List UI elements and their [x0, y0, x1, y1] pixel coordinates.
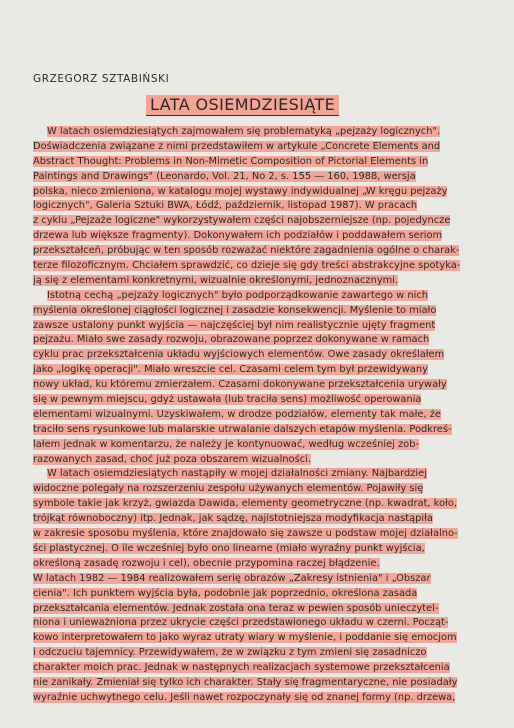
chapter-title: LATA OSIEMDZIESIĄTE [146, 95, 339, 116]
text-line [33, 646, 479, 661]
text-line [33, 214, 479, 229]
highlighted-text: kowo interpretowałem to jako wyraz utraty wiary w myślenie, i poddanie się emocjom [33, 632, 457, 644]
text-line [33, 527, 479, 542]
highlighted-text: ści plastycznej. O ile wcześniej było ono linearne (miało wyraźny punkt wyjścia, [33, 542, 425, 554]
highlighted-text: myślenia określonej ciągłości logicznej i zasadzie konsekwencji. Myślenie to miało [33, 304, 437, 316]
text-line [33, 482, 479, 497]
highlighted-text: nie zanikały. Zmieniał się tylko ich charakter. Stały się fragmentaryczne, nie posiadały [33, 676, 458, 688]
text-line [33, 393, 479, 408]
paragraph [33, 289, 479, 468]
text-line [33, 631, 479, 646]
highlighted-text: niona i unieważniona przez ukrycie części przedstawionego układu w czerni. Począt- [33, 617, 449, 629]
highlighted-text: terze filozoficznym. Chciałem sprawdzić, co dzieje się gdy treści abstrakcyjne spotyka- [33, 260, 461, 272]
text-line [33, 259, 479, 274]
highlighted-text: symbole takie jak krzyż, gwiazda Dawida, elementy geometryczne (np. kwadrat, koło, [33, 498, 457, 510]
highlighted-text: razowanych zasad, choć już poza obszarem wizualności. [33, 453, 311, 465]
highlighted-text: polska, nieco zmieniona, w katalogu mojej wystawy indywidualnej „W kręgu pejzaży [33, 185, 448, 197]
text-line [33, 467, 479, 482]
text-line [33, 438, 479, 453]
highlighted-text: elementami wizualnymi. Uzyskiwałem, w drodze podziałów, elementy tak małe, że [33, 408, 441, 420]
text-line [33, 408, 479, 423]
highlighted-text: W latach osiemdziesiątych nastąpiły w mojej działalności zmiany. Najbardziej [47, 468, 427, 480]
highlighted-text: pejzażu. Miało swe zasady rozwoju, obrazowane poprzez dokonywane w ramach [33, 334, 430, 346]
text-line [33, 199, 479, 214]
text-line [33, 363, 479, 378]
body-text [33, 125, 479, 706]
highlighted-text: trójkąt równoboczny) itp. Jednak, jak sądzę, najistotniejsza modyfikacja nastąpiła [33, 513, 433, 525]
highlighted-text: drzewa lub większe fragmenty). Dokonywałem ich podziałów i poddawałem seriom [33, 230, 443, 242]
text-line [33, 155, 479, 170]
author-name: GRZEGORZ SZTABIŃSKI [33, 73, 170, 85]
highlighted-text: logicznych", Galeria Sztuki BWA, Łódź, październik, listopad 1987). W pracach [33, 200, 418, 212]
text-line [33, 557, 479, 572]
text-line [33, 542, 479, 557]
paragraph [33, 125, 479, 289]
text-line [33, 587, 479, 602]
highlighted-text: nowy układ, ku któremu zmierzałem. Czasami dokonywane przekształcenia urywały [33, 379, 447, 391]
highlighted-text: z cyklu „Pejzaże logiczne" wykorzystywałem części najobszerniejsze (np. pojedyncze [33, 215, 451, 227]
highlighted-text: w zakresie sposobu myślenia, które znajdowało się zawsze u podstaw mojej działalno- [33, 528, 458, 540]
highlighted-text: cyklu prac przekształcenia układu wyjściowych elementów. Owe zasady określałem [33, 349, 445, 361]
highlighted-text: przekształcania elementów. Jednak została ona teraz w pewien sposób unieczytel- [33, 602, 439, 614]
highlighted-text: Abstract Thought: Problems in Non-Mimetic Composition of Pictorial Elements in [33, 155, 429, 167]
paragraph [33, 467, 479, 571]
text-line [33, 319, 479, 334]
highlighted-text: ją się z elementami konkretnymi, wizualnie określonymi, jednoznacznymi. [33, 274, 399, 286]
highlighted-text: widoczne polegały na rozszerzeniu zespołu używanych elementów. Pojawiły się [33, 483, 424, 495]
highlighted-text: zawsze ustalony punkt wyjścia — najczęściej był nim realistycznie ujęty fragment [33, 319, 436, 331]
text-line [33, 140, 479, 155]
text-line [33, 274, 479, 289]
text-line [33, 348, 479, 363]
text-line [33, 125, 479, 140]
text-line [33, 572, 479, 587]
text-line [33, 333, 479, 348]
highlighted-text: i odczuciu tajemnicy. Przewidywałem, że w związku z tym zmieni się zasadniczo [33, 647, 427, 659]
text-line [33, 676, 479, 691]
highlighted-text: W latach osiemdziesiątych zajmowałem się problematyką „pejzaży logicznych". [47, 126, 441, 137]
highlighted-text: cienia". Ich punktem wyjścia była, podobnie jak poprzednio, określona zasada [33, 587, 418, 599]
highlighted-text: lałem jednak w komentarzu, że należy je kontynuować, według wcześniej zob- [33, 438, 419, 450]
text-line [33, 602, 479, 617]
highlighted-text: przekształceń, próbując w ten sposób rozważać niektóre zagadnienia ogólne o charak- [33, 245, 460, 257]
text-line [33, 661, 479, 676]
text-line [33, 616, 479, 631]
text-line [33, 423, 479, 438]
highlighted-text: Doświadczenia związane z nimi przedstawiłem w artykule „Concrete Elements and [33, 140, 441, 152]
text-line [33, 378, 479, 393]
highlighted-text: jako „logikę operacji". Miało wreszcie cel. Czasami celem tym był przewidywany [33, 364, 428, 376]
highlighted-text: W latach 1982 — 1984 realizowałem serię obrazów „Zakresy istnienia" i „Obszar [33, 572, 431, 584]
highlighted-text: określoną zasadę rozwoju i cel), obecnie przypomina raczej błądzenie. [33, 557, 380, 569]
highlighted-text: się w pewnym miejscu, gdyż ustawała (lub traciła sens) możliwość operowania [33, 394, 422, 406]
text-line [33, 512, 479, 527]
highlighted-text: charakter moich prac. Jednak w następnych realizacjach systemowe przekształcenia [33, 662, 450, 674]
highlighted-text: Paintings and Drawings" (Leonardo, Vol. 21, No 2, s. 155 — 160, 1988, wersja [33, 170, 416, 182]
text-line [33, 453, 479, 468]
text-line [33, 229, 479, 244]
highlighted-text: Istotną cechą „pejzaży logicznych" było podporządkowanie zawartego w nich [47, 289, 428, 301]
highlighted-text: wyraźnie uchwytnego celu. Jeśli nawet rozpoczynały się od znanej formy (np. drzewa, [33, 691, 456, 703]
highlighted-text: traciło sens rysunkowe lub malarskie utrwalanie dalszych etapów myślenia. Podkreś- [33, 423, 452, 435]
text-line [33, 289, 479, 304]
text-line [33, 304, 479, 319]
text-line [33, 691, 479, 706]
text-line [33, 185, 479, 200]
text-line [33, 244, 479, 259]
paragraph [33, 572, 479, 706]
text-line [33, 170, 479, 185]
text-line [33, 497, 479, 512]
